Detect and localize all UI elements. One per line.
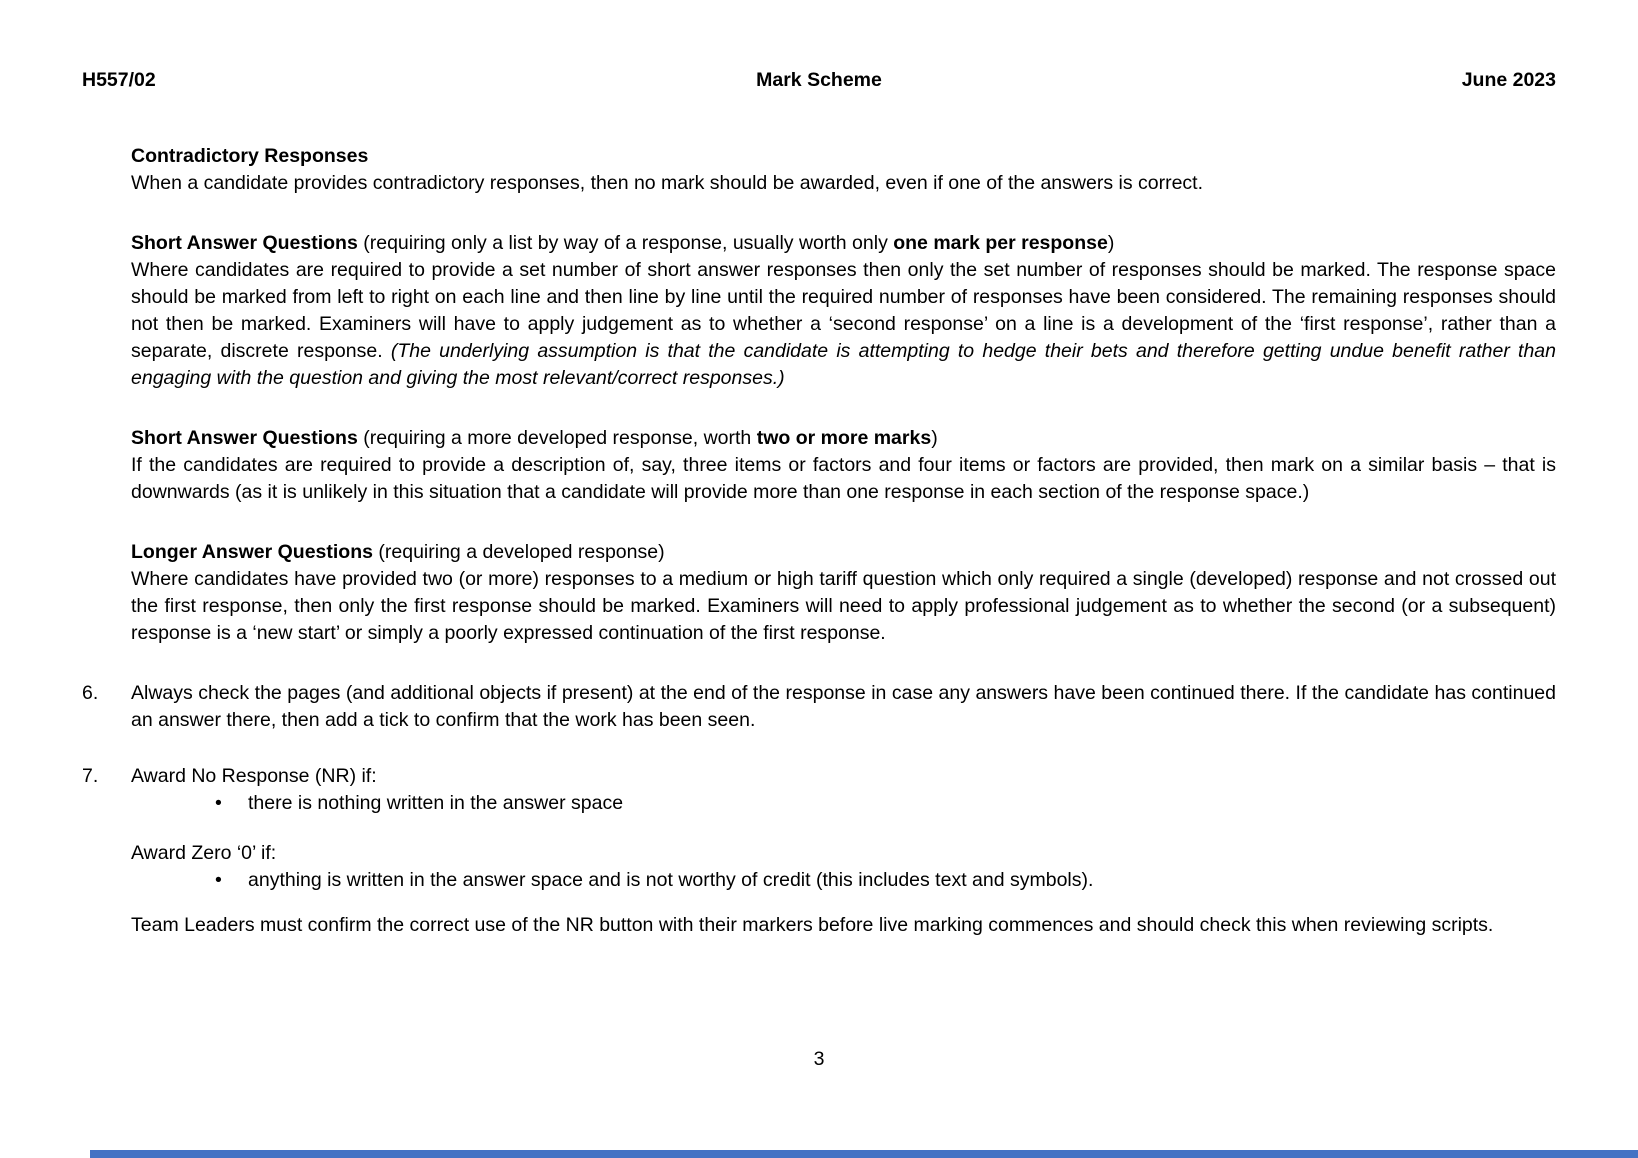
header-title: Mark Scheme xyxy=(756,69,882,91)
item-zero-intro: Award Zero ‘0’ if: xyxy=(131,842,277,864)
bullet-item xyxy=(215,790,1556,817)
section-paragraph: If the candidates are required to provide a description of, say, three items or factors and four items or factors are provided, then mark on a similar basis – that is downwards (as it is unlikely in this situation that a candidate will provide more than one response in each section of the response space.) xyxy=(131,454,1556,503)
header-paper-code: H557/02 xyxy=(82,69,156,91)
section-contradictory-responses xyxy=(131,143,1556,197)
bullet-text: anything is written in the answer space and is not worthy of credit (this includes text and symbols). xyxy=(248,869,1094,891)
bullet-text: there is nothing written in the answer space xyxy=(248,792,624,814)
heading-bold-run: two or more marks xyxy=(756,427,932,449)
section-paragraph: When a candidate provides contradictory responses, then no mark should be awarded, even if one of the answers is correct. xyxy=(131,172,1204,194)
footer-accent-bar xyxy=(90,1150,1638,1158)
paragraph-text: Where candidates are required to provide a set number of short answer responses then only the set number of responses should be marked. The response space should be marked from left to right on each line and then line by line until the required number of responses have been considered. The remaining responses should not then be marked. Examiners will have to apply judgement as to whether a ‘second response’ on a line is a development of the ‘first response’, rather than a separate, discrete response. xyxy=(131,259,1556,362)
heading-normal-run: ) xyxy=(931,427,938,449)
section-heading xyxy=(131,230,1556,257)
item-intro: Award No Response (NR) if: xyxy=(131,765,377,787)
heading-normal-run: (requiring a more developed response, worth xyxy=(357,427,757,449)
section-heading xyxy=(131,425,1556,452)
section-paragraph xyxy=(131,257,1556,392)
paragraph-italic-note: (The underlying assumption is that the candidate is attempting to hedge their bets and therefore getting undue benefit rather than engaging with the question and giving the most relevant/correct responses.) xyxy=(131,340,1556,389)
section-heading xyxy=(131,539,1556,566)
heading-bold-run: Short Answer Questions xyxy=(131,427,358,449)
item-number: 6. xyxy=(82,682,99,704)
bullet-icon: • xyxy=(215,792,222,814)
numbered-item-7 xyxy=(82,763,1556,939)
section-short-answer-developed xyxy=(131,425,1556,506)
page-number: 3 xyxy=(813,1048,825,1070)
header-date: June 2023 xyxy=(1461,69,1556,91)
heading-normal-run: ) xyxy=(1107,232,1115,254)
heading-normal-run: (requiring only a list by way of a response, usually worth only xyxy=(357,232,894,254)
heading-normal-run: (requiring a developed response) xyxy=(372,541,665,563)
team-leaders-paragraph: Team Leaders must confirm the correct use of the NR button with their markers before live marking commences and should check this when reviewing scripts. xyxy=(131,914,1494,936)
heading-text: Contradictory Responses xyxy=(131,145,369,167)
section-short-answer-list xyxy=(131,230,1556,392)
bullet-item xyxy=(215,867,1556,894)
item-body xyxy=(131,763,1556,939)
section-paragraph: Where candidates have provided two (or more) responses to a medium or high tariff question which only required a single (developed) response and not crossed out the first response, then only the first response should be marked. Examiners will need to apply professional judgement as to whether the second (or a subsequent) response is a ‘new start’ or simply a poorly expressed continuation of the first response. xyxy=(131,568,1556,644)
heading-bold-run: one mark per response xyxy=(893,232,1108,254)
heading-bold-run: Short Answer Questions xyxy=(131,232,358,254)
bullet-icon: • xyxy=(215,869,222,891)
section-heading xyxy=(131,143,1556,170)
item-number: 7. xyxy=(82,765,99,787)
item-body xyxy=(131,680,1556,734)
heading-bold-run: Longer Answer Questions xyxy=(131,541,373,563)
section-longer-answer xyxy=(131,539,1556,647)
document-header xyxy=(82,68,1556,92)
document-body xyxy=(82,143,1556,968)
numbered-item-6 xyxy=(82,680,1556,734)
item-paragraph: Always check the pages (and additional objects if present) at the end of the response in case any answers have been continued there. If the candidate has continued an answer there, then add a tick to confirm that the work has been seen. xyxy=(131,682,1556,731)
